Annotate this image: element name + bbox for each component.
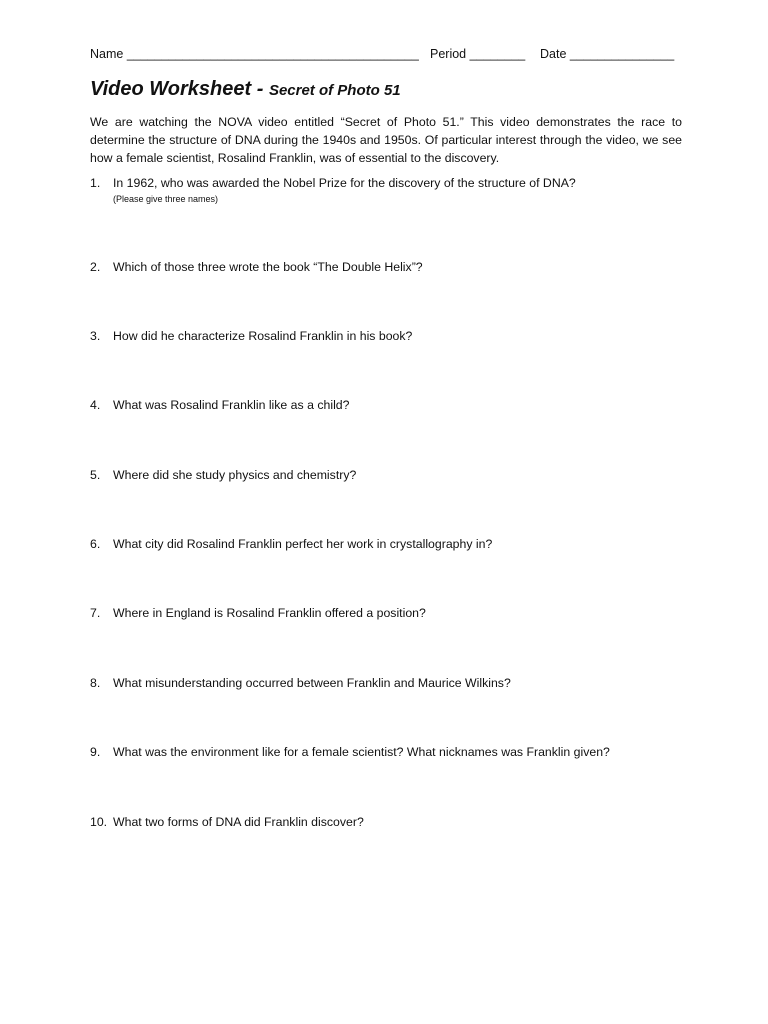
question-1-note: (Please give three names) [113, 194, 219, 204]
question-number: 8. [90, 676, 101, 690]
question-number: 3. [90, 329, 101, 343]
page-title [90, 78, 401, 101]
question-text: Where did she study physics and chemistry? [113, 468, 357, 482]
name-field: Name __________________________________________ [90, 47, 419, 61]
question-number: 7. [90, 606, 101, 620]
question-text: What was Rosalind Franklin like as a child? [113, 398, 350, 412]
question-number: 9. [90, 745, 101, 759]
date-field: Date _______________ [540, 47, 675, 61]
question-number: 6. [90, 537, 101, 551]
question-text: What was the environment like for a female scientist? What nicknames was Franklin given? [113, 745, 610, 759]
question-text: Where in England is Rosalind Franklin offered a position? [113, 606, 426, 620]
question-number: 4. [90, 398, 101, 412]
question-number: 1. [90, 176, 101, 190]
question-text: What two forms of DNA did Franklin discover? [113, 815, 364, 829]
question-text: What city did Rosalind Franklin perfect her work in crystallography in? [113, 537, 493, 551]
period-field: Period ________ [430, 47, 526, 61]
intro-paragraph: We are watching the NOVA video entitled “Secret of Photo 51.” This video demonstrates the race to determine the structure of DNA during the 1940s and 1950s. Of particular interest through the video, we see how a female scientist, Rosalind Franklin, was of essential to the discovery. [90, 115, 682, 165]
question-number: 5. [90, 468, 101, 482]
question-text: In 1962, who was awarded the Nobel Prize for the discovery of the structure of DNA? [113, 176, 576, 190]
question-text: Which of those three wrote the book “The Double Helix”? [113, 260, 423, 274]
question-text: What misunderstanding occurred between Franklin and Maurice Wilkins? [113, 676, 511, 690]
title-subtitle: Secret of Photo 51 [268, 82, 401, 99]
title-main: Video Worksheet - [90, 78, 269, 100]
question-number: 10. [90, 815, 108, 829]
question-number: 2. [90, 260, 101, 274]
question-text: How did he characterize Rosalind Franklin in his book? [113, 329, 413, 343]
